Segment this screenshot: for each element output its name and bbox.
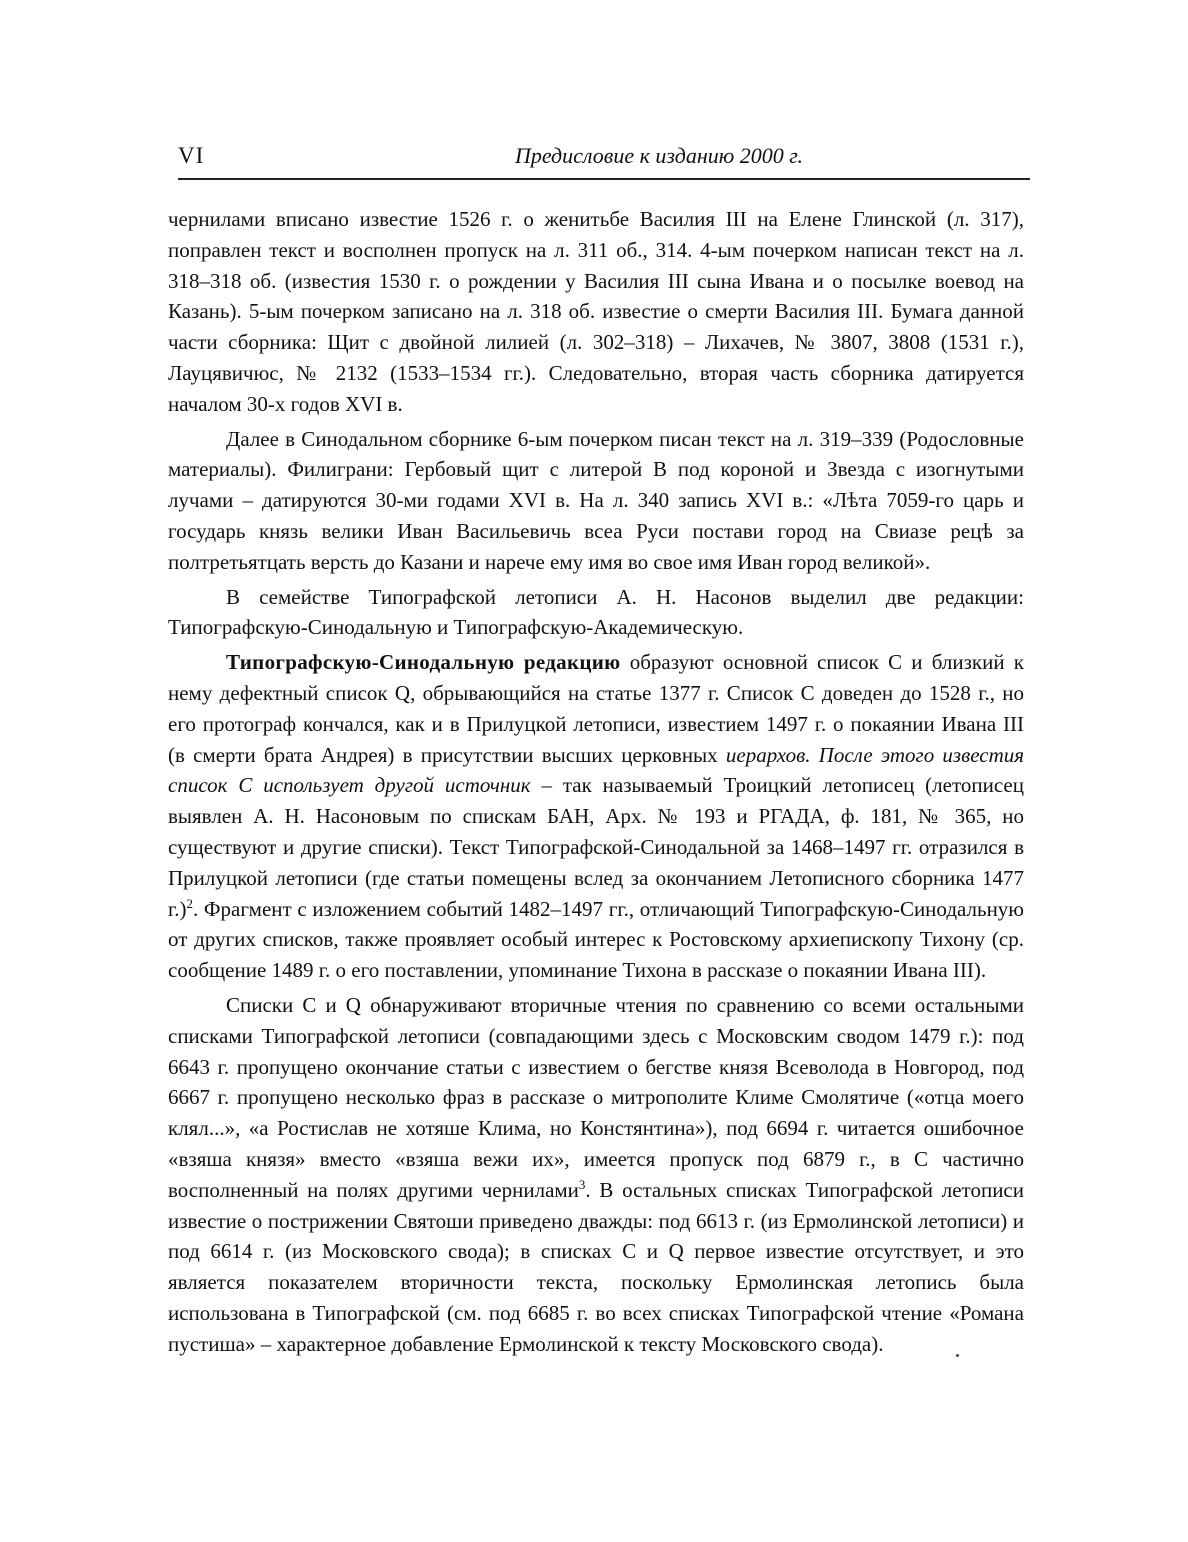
paragraph-2 (168, 424, 1024, 578)
header-rule (178, 178, 1030, 180)
body-text (168, 204, 1024, 1363)
redaction-heading: Типографскую-Синодальную редакцию (226, 650, 621, 675)
paragraph-3-text: В семействе Типографской летописи А. Н. Насонов выделил две редакции: Типографскую-Синодальную и Типографскую-Академическую. (168, 584, 1024, 640)
scan-speck (956, 1354, 959, 1357)
paragraph-3 (168, 582, 1024, 644)
footnote-ref-3[interactable]: 3 (578, 1176, 586, 1192)
paragraph-4-part-1: образуют основной список С и близкий к нему дефектный список Q, обрывающийся на статье 1377 г. Список С доведен до 1528 г., но его протограф кончался, как и в Прилуцкой летописи, известием 1497 г. о покаянии Ивана III (в смерти брата Андрея) в присутствии высших церковных (168, 650, 1024, 767)
paragraph-4-part-2: – так называемый Троицкий летописец (летописец выявлен А. Н. Насоновым по спискам БАН, Арх. № 193 и РГАДА, ф. 181, № 365, но существуют и другие списки). Текст Типографской-Синодальной за 1468–1497 гг. отразился в Прилуцкой летописи (где статьи помещены вслед за окончанием Летописного сборника 1477 г.) (168, 773, 1024, 921)
paragraph-1-text: чернилами вписано известие 1526 г. о женитьбе Василия III на Елене Глинской (л. 317), поправлен текст и восполнен пропуск на л. 311 об., 314. 4-ым почерком написан текст на л. 318–318 об. (известия 1530 г. о рождении у Василия III сына Ивана и о посылке воевод на Казань). 5-ым почерком записано на л. 318 об. известие о смерти Василия III. Бумага данной части сборника: Щит с двойной лилией (л. 302–318) – Лихачев, № 3807, 3808 (1531 г.), Лауцявичюс, № 2132 (1533–1534 гг.). Следовательно, вторая часть сборника датируется началом 30-х годов XVI в. (168, 207, 1024, 416)
paragraph-5-part-1: Списки С и Q обнаруживают вторичные чтения по сравнению со всеми остальными списками Типографской летописи (совпадающими здесь с Московским сводом 1479 г.): под 6643 г. пропущено окончание статьи с известием о бегстве князя Всеволода в Новгород, под 6667 г. пропущено несколько фраз в рассказе о митрополите Климе Смолятиче («отца моего клял...», «а Ростислав не хотяше Клима, но Констянтина»), под 6694 г. читается ошибочное «взяша князя» вместо «взяша вежи их», имеется пропуск под 6879 г., в С частично восполненный на полях другими чернилами (168, 992, 1024, 1202)
paragraph-5 (168, 990, 1024, 1360)
paragraph-5-part-2: . В остальных списках Типографской летописи известие о пострижении Святоши приведено дважды: под 6613 г. (из Ермолинской летописи) и под 6614 г. (из Московского свода); в списках С и Q первое известие отсутствует, и это является показателем вторичности текста, поскольку Ермолинская летопись была использована в Типографской (см. под 6685 г. во всех списках Типографской чтение «Романа пустиша» – характерное добавление Ермолинской к тексту Московского свода). (168, 1177, 1024, 1356)
paragraph-2-text: Далее в Синодальном сборнике 6-ым почерком писан текст на л. 319–339 (Родословные материалы). Филиграни: Гербовый щит с литерой В под короной и Звезда с изогнутыми лучами – датируются 30-ми годами XVI в. На л. 340 запись XVI в.: «Лѣта 7059-го царь и государь князь велики Иван Васильевичь всеа Руси постави город на Свиазе рецѣ за полтретьятцать версть до Казани и нарече ему имя во свое имя Иван город великой». (168, 426, 1024, 574)
running-title: Предисловие к изданию 2000 г. (514, 143, 804, 168)
page-number: VI (178, 143, 205, 168)
paragraph-1 (168, 204, 1024, 420)
paragraph-4-italic: иерархов. После этого известия список С использует другой источник (168, 742, 1025, 798)
paragraph-4-part-3: . Фрагмент с изложением событий 1482–1497 гг., отличающий Типографскую-Синодальную от других списков, также проявляет особый интерес к Ростовскому архиепископу Тихону (ср. сообщение 1489 г. о его поставлении, упоминание Тихона в рассказе о покаянии Ивана III). (168, 896, 1024, 983)
paragraph-4 (168, 647, 1024, 986)
page-header (178, 140, 1030, 172)
footnote-ref-2[interactable]: 2 (186, 895, 193, 911)
